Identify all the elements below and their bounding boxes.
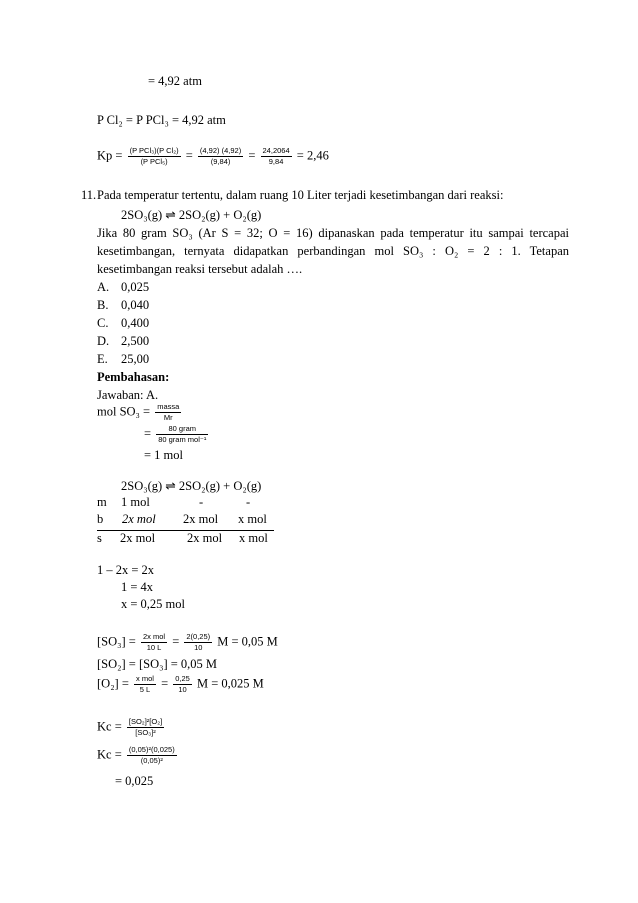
option-d: D. (97, 334, 110, 348)
calc-line-2: 1 = 4x (121, 580, 154, 594)
question-reaction: 2SO₃(g) ⇌ 2SO₂(g) + O₂(g) (121, 208, 262, 222)
option-c: C. (97, 316, 109, 330)
table-cell: 2x mol (187, 531, 223, 545)
o2-fraction-1: $\frac{\text{x mol}}{5 L}$ (136, 674, 154, 694)
table-cell: 2x mol (122, 512, 156, 526)
kp-label: Kp = (97, 148, 123, 163)
question-line-2: kesetimbangan, ternyata didapatkan perbandingan mol SO₃ : O₂ = 2 : 1. Tetapan (97, 244, 569, 258)
option-b: B. (97, 298, 109, 312)
table-cell: - (199, 495, 204, 509)
eq-partial-pressure-line: P Cl₂ = P PCl₃ = 4,92 atm (97, 113, 226, 127)
table-row-label: s (97, 531, 102, 545)
kc-equation-1: Kc = $\frac{\text{[SO₂]²[O₂]}}{\text{[SO₃]²}}$ (97, 717, 163, 737)
option-a-value: 0,025 (121, 280, 150, 294)
mol-equation-1: mol SO₃ = $\frac{\text{massa}}{Mr}$ (97, 402, 180, 422)
mol-fraction-1: $\frac{\text{massa}}{Mr}$ (157, 402, 180, 422)
kp-fraction-1: $\frac{\text{(P PCl₃)(P Cl₂)}}{\text{(P PCl₅)}}$ (129, 146, 179, 166)
table-cell: 2x mol (183, 512, 219, 526)
calc-line-3: x = 0,25 mol (121, 597, 185, 611)
so3-fraction-2: $\frac{2(0,25)}{10}$ (186, 632, 211, 652)
o2-equation: [O₂] = $\frac{\text{x mol}}{5 L}$ = $\frac{0,25}{10}$ M = 0,025 M (97, 674, 264, 694)
table-row-label: b (97, 512, 104, 526)
table-cell: - (246, 495, 251, 509)
mol-equation-2: = $\frac{\text{80 gram}}{\text{80 gram mol⁻¹}}$ (144, 424, 207, 444)
kc-result: = 0,025 (115, 774, 154, 788)
option-a: A. (97, 280, 110, 294)
option-e: E. (97, 352, 108, 366)
o2-fraction-2: $\frac{0,25}{10}$ (175, 674, 190, 694)
option-c-value: 0,400 (121, 316, 150, 330)
mol-fraction-2: $\frac{\text{80 gram}}{\text{80 gram mol⁻¹}}$ (158, 424, 207, 444)
mol-result: = 1 mol (144, 448, 183, 462)
kp-equation: Kp = $\frac{\text{(P PCl₃)(P Cl₂)}}{\text{(P PCl₅)}}$ = $\frac{(4,92) (4,92)}{(9,84)}$ = $\frac{24,2064}{9,84}$ = 2,46 (97, 146, 329, 166)
table-cell: 2x mol (120, 531, 156, 545)
solution-answer: Jawaban: A. (97, 388, 159, 402)
kp-fraction-2: $\frac{(4,92) (4,92)}{(9,84)}$ (199, 146, 242, 166)
question-number: 11. (81, 188, 97, 202)
so3-equation: [SO₃] = $\frac{\text{2x mol}}{10 L}$ = $\frac{2(0,25)}{10}$ M = 0,05 M (97, 632, 278, 652)
option-d-value: 2,500 (121, 334, 150, 348)
question-line-3: kesetimbangan reaksi tersebut adalah …. (97, 262, 303, 276)
question-line-1: Jika 80 gram SO₃ (Ar S = 32; O = 16) dipanaskan pada temperatur itu sampai tercapai (97, 226, 569, 240)
table-cell: x mol (239, 531, 268, 545)
question-intro: Pada temperatur tertentu, dalam ruang 10 Liter terjadi kesetimbangan dari reaksi: (97, 188, 504, 202)
table-cell: 1 mol (121, 495, 150, 509)
table-reaction: 2SO₃(g) ⇌ 2SO₂(g) + O₂(g) (121, 479, 262, 493)
kc-equation-2: Kc = $\frac{\text{(0,05)²(0,025)}}{\text{(0,05)²}}$ (97, 745, 175, 765)
so2-line: [SO₂] = [SO₃] = 0,05 M (97, 657, 218, 671)
so3-fraction-1: $\frac{\text{2x mol}}{10 L}$ (142, 632, 166, 652)
option-e-value: 25,00 (121, 352, 150, 366)
calc-line-1: 1 – 2x = 2x (97, 563, 155, 577)
kp-fraction-3: $\frac{24,2064}{9,84}$ (262, 146, 290, 166)
kp-result: = 2,46 (296, 148, 329, 163)
table-cell: x mol (238, 512, 267, 526)
kc-fraction-1: $\frac{\text{[SO₂]²[O₂]}}{\text{[SO₃]²}}$ (128, 717, 163, 737)
eq-result-line: = 4,92 atm (148, 74, 202, 88)
option-b-value: 0,040 (121, 298, 150, 312)
solution-heading: Pembahasan: (97, 370, 170, 384)
table-row-label: m (97, 495, 107, 509)
kc-fraction-2: $\frac{\text{(0,05)²(0,025)}}{\text{(0,05)²}}$ (128, 745, 175, 765)
